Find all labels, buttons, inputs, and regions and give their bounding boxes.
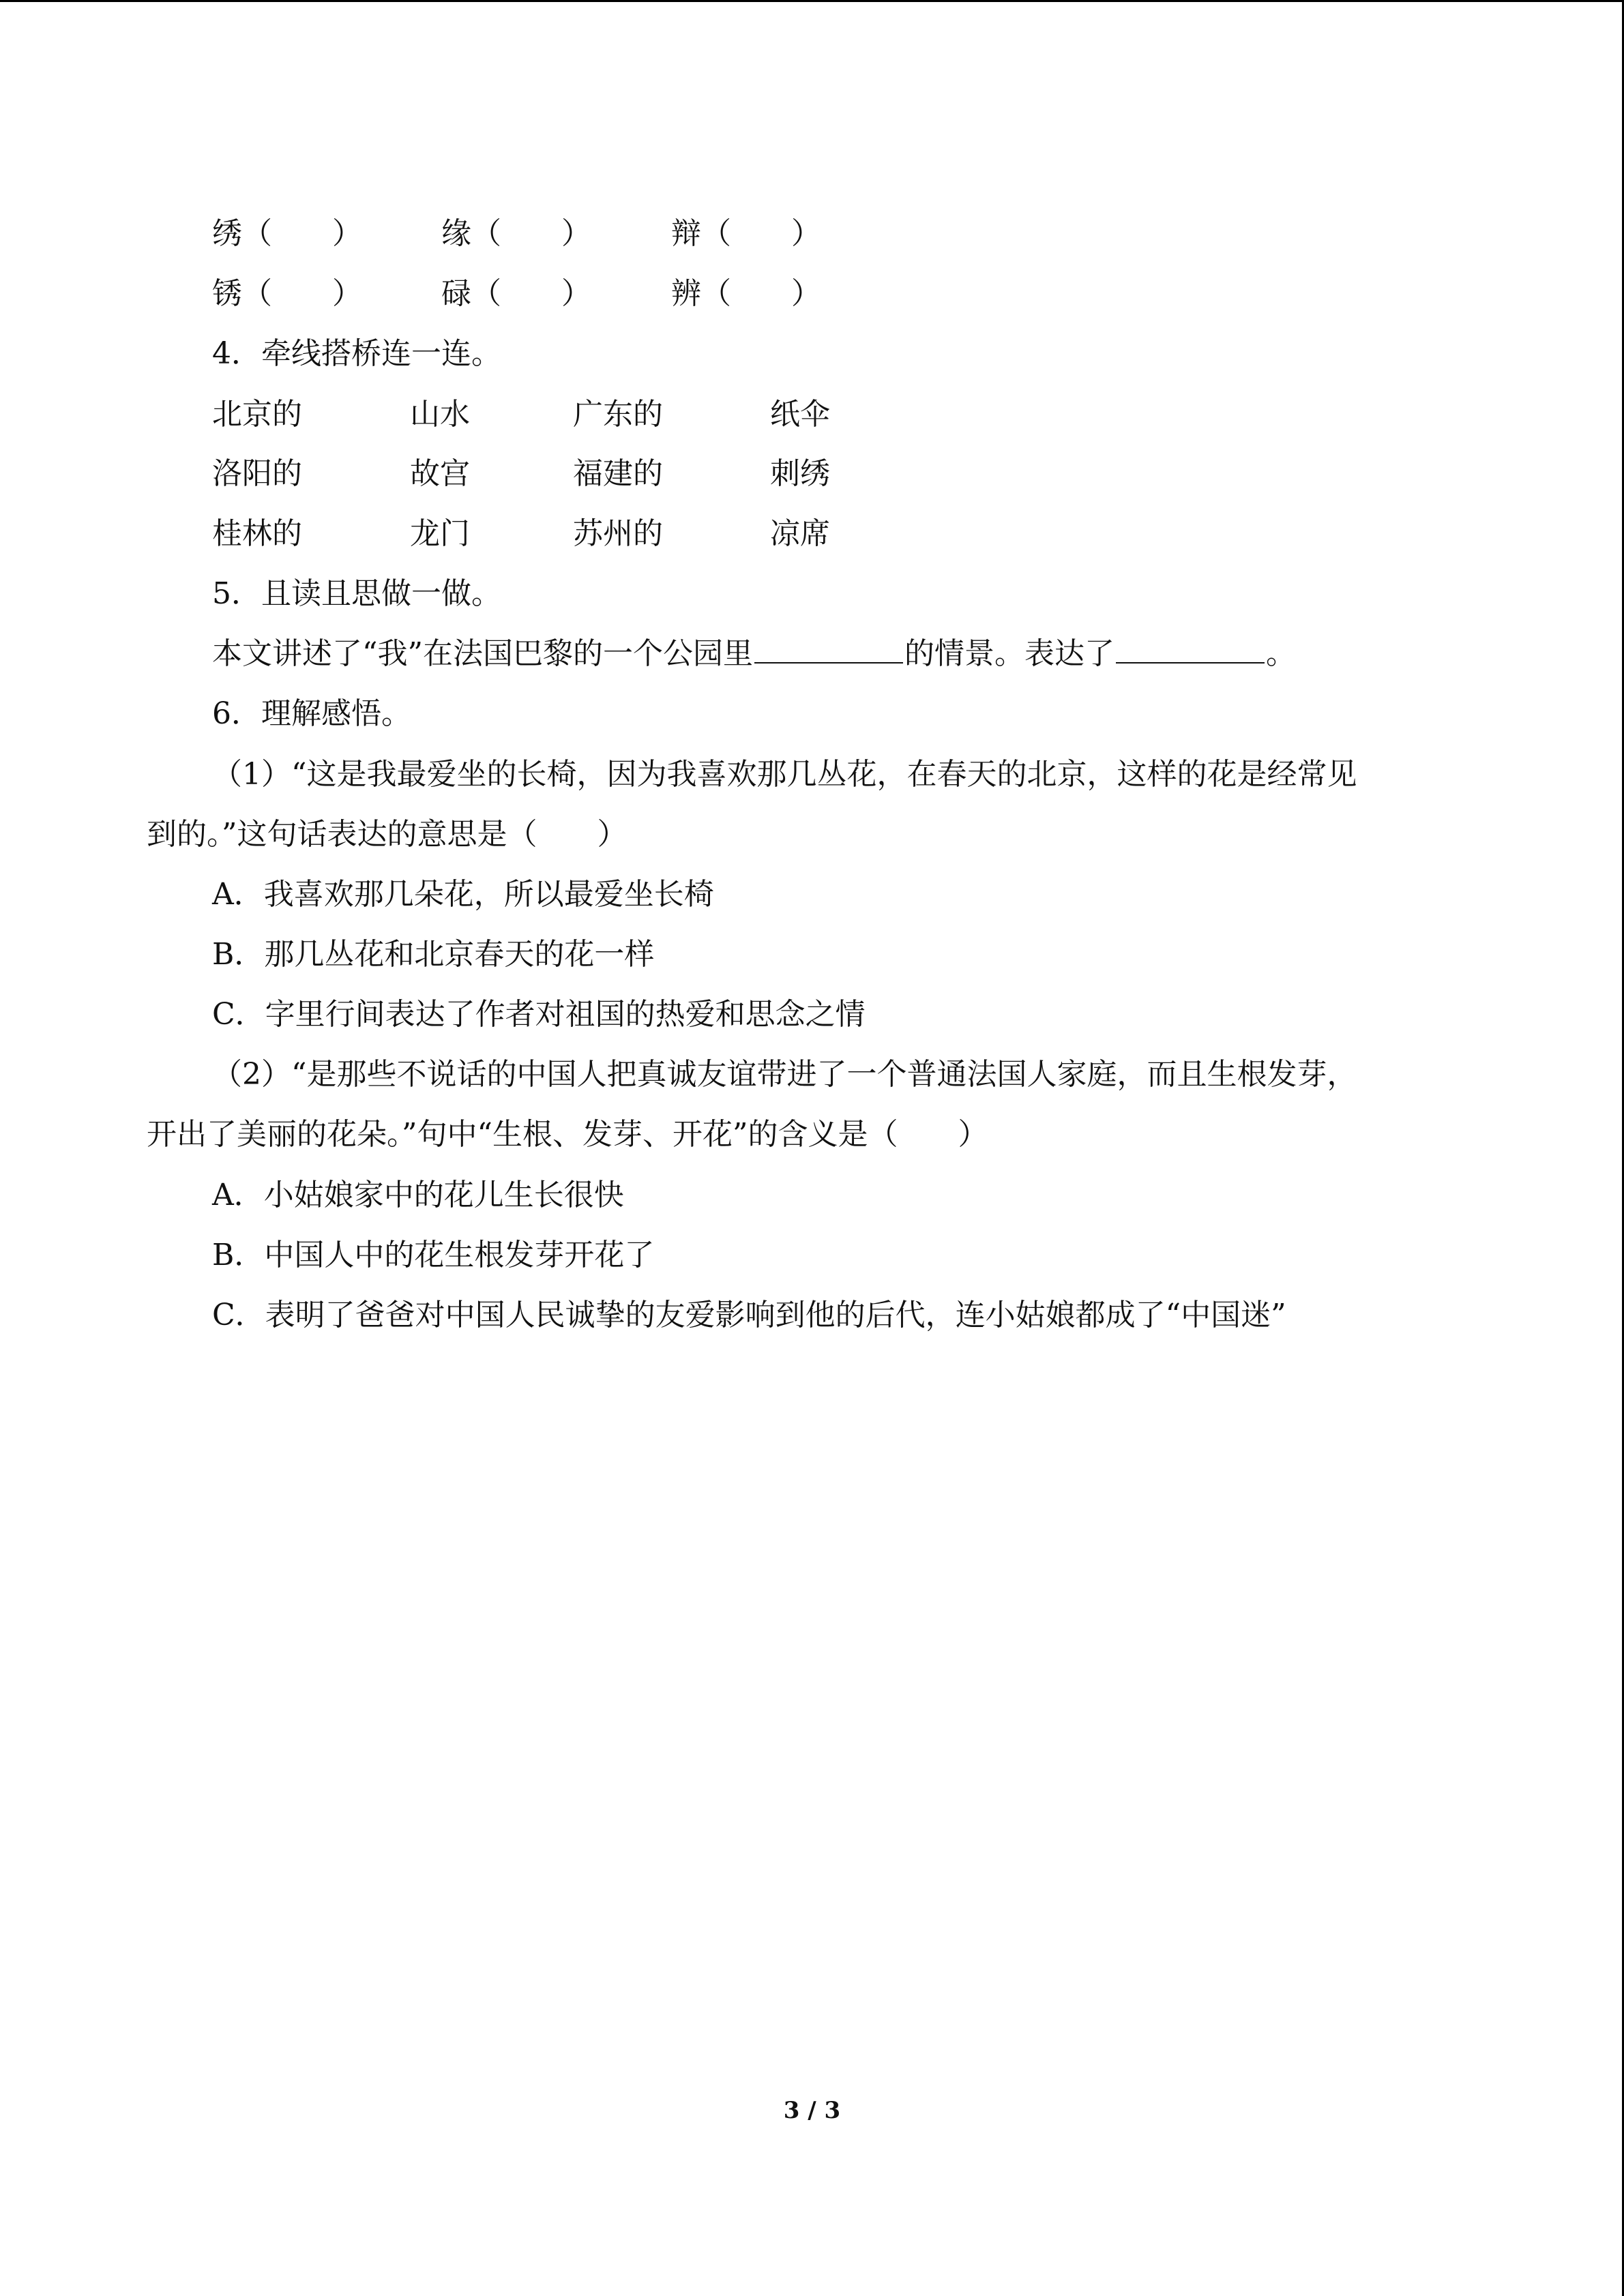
match-item: 刺绣 bbox=[770, 456, 830, 491]
page-number: 3 / 3 bbox=[783, 2097, 841, 2124]
q3-item: 碌（ ） bbox=[441, 276, 591, 311]
match-item: 桂林的 bbox=[212, 516, 302, 551]
q3-item: 辨（ ） bbox=[671, 276, 821, 311]
answer-blank[interactable] bbox=[754, 635, 903, 664]
sentence-part: 。 bbox=[1266, 636, 1296, 671]
q3-item: 绣（ ） bbox=[212, 216, 362, 251]
q3-item: 缘（ ） bbox=[441, 216, 591, 251]
top-border bbox=[0, 0, 1624, 2]
option-b: B．中国人中的花生根发芽开花了 bbox=[212, 1238, 655, 1272]
q3-item: 辩（ ） bbox=[671, 216, 821, 251]
q3-item: 锈（ ） bbox=[212, 276, 362, 311]
answer-blank[interactable] bbox=[1116, 635, 1265, 664]
option-a: A．小姑娘家中的花儿生长很快 bbox=[212, 1178, 624, 1212]
match-item: 洛阳的 bbox=[212, 456, 302, 491]
sub-question-text: （1）“这是我最爱坐的长椅，因为我喜欢那几丛花，在春天的北京，这样的花是经常见 bbox=[212, 757, 1357, 792]
sentence-part: 的情景。表达了 bbox=[904, 636, 1114, 671]
match-item: 纸伞 bbox=[770, 397, 830, 432]
question-title: 5．且读且思做一做。 bbox=[212, 576, 501, 611]
match-item: 北京的 bbox=[212, 397, 302, 432]
match-item: 凉席 bbox=[770, 516, 830, 551]
option-c: C．字里行间表达了作者对祖国的热爱和思念之情 bbox=[212, 997, 866, 1032]
sub-question-text: 到的。”这句话表达的意思是（ ） bbox=[147, 817, 628, 852]
option-b: B．那几丛花和北京春天的花一样 bbox=[212, 937, 655, 972]
sentence-part: 本文讲述了“我”在法国巴黎的一个公园里 bbox=[212, 636, 753, 671]
match-item: 福建的 bbox=[573, 456, 663, 491]
match-item: 故宫 bbox=[410, 456, 470, 491]
match-item: 龙门 bbox=[410, 516, 470, 551]
match-item: 山水 bbox=[410, 397, 470, 432]
option-c: C．表明了爸爸对中国人民诚挚的友爱影响到他的后代，连小姑娘都成了“中国迷” bbox=[212, 1298, 1286, 1332]
sub-question-text: （2）“是那些不说话的中国人把真诚友谊带进了一个普通法国人家庭，而且生根发芽， bbox=[212, 1057, 1357, 1092]
option-a: A．我喜欢那几朵花，所以最爱坐长椅 bbox=[212, 877, 714, 912]
fill-in-sentence bbox=[212, 633, 1296, 674]
question-title: 6．理解感悟。 bbox=[212, 696, 411, 731]
sub-question-text: 开出了美丽的花朵。”句中“生根、发芽、开花”的含义是（ ） bbox=[147, 1117, 988, 1152]
match-item: 苏州的 bbox=[573, 516, 663, 551]
question-title: 4．牵线搭桥连一连。 bbox=[212, 336, 501, 371]
match-item: 广东的 bbox=[573, 397, 663, 432]
